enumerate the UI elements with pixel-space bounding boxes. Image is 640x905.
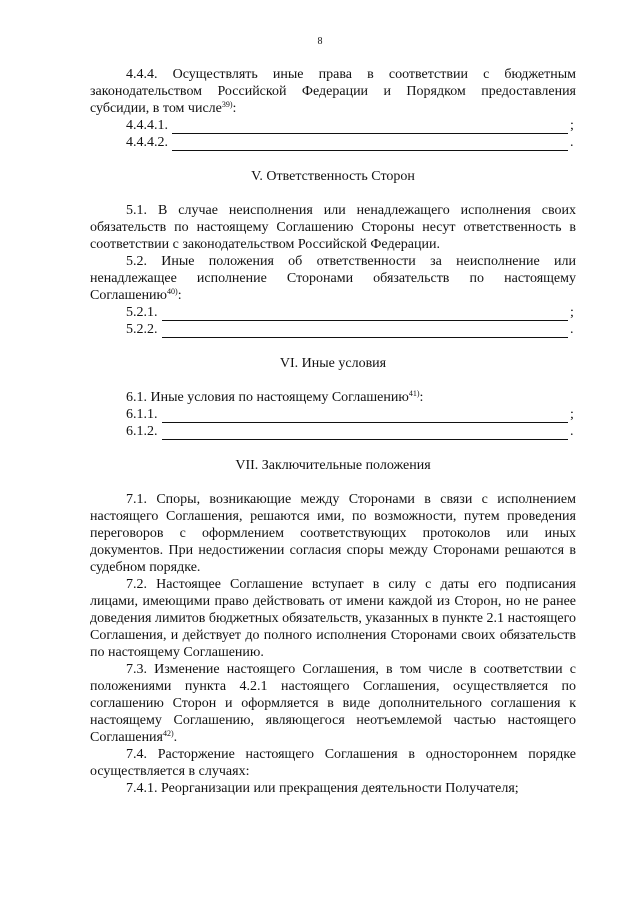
blank-line-5-2-2 xyxy=(90,321,576,338)
clause-7-1: 7.1. Споры, возникающие между Сторонами в связи с исполнением настоящего Соглашения, решаются ими, по возможности, путем проведения переговоров с оформлением соответствующих протоколов или иных документов. При недостижении согласия споры между Сторонами решаются в судебном порядке. xyxy=(90,492,576,575)
blank-punct: ; xyxy=(570,118,574,133)
section-title-7: VII. Заключительные положения xyxy=(235,458,431,473)
blank-number: 6.1.1. xyxy=(126,407,158,422)
blank-number: 4.4.4.1. xyxy=(126,118,168,133)
clause-7-3 xyxy=(90,661,576,746)
clause-punct: . xyxy=(173,730,178,745)
blank-underline xyxy=(162,427,569,440)
blank-line-6-1-1 xyxy=(90,406,576,423)
blank-line-4-4-4-2 xyxy=(90,134,576,151)
blank-underline xyxy=(172,138,568,151)
clause-punct: : xyxy=(419,390,424,405)
clause-7-2: 7.2. Настоящее Соглашение вступает в силу с даты его подписания лицами, имеющими право действовать от имени каждой из Сторон, но не ранее доведения лимитов бюджетных обязательств, указанных в пункте 2.1 настоящего Соглашения, и действует до полного исполнения Сторонами своих обязательств по настоящему Соглашению. xyxy=(90,577,576,660)
blank-number: 6.1.2. xyxy=(126,424,158,439)
blank-underline xyxy=(162,410,569,423)
section-title-5: V. Ответственность Сторон xyxy=(251,169,415,184)
clause-punct: : xyxy=(177,288,182,303)
blank-line-5-2-1 xyxy=(90,304,576,321)
blank-line-4-4-4-1 xyxy=(90,117,576,134)
blank-punct: . xyxy=(570,424,574,439)
footnote-ref: 41) xyxy=(408,389,420,398)
blank-number: 4.4.4.2. xyxy=(126,135,168,150)
blank-line-6-1-2 xyxy=(90,423,576,440)
document-body xyxy=(90,66,576,797)
blank-underline xyxy=(162,308,569,321)
blank-underline xyxy=(172,121,568,134)
blank-underline xyxy=(162,325,569,338)
clause-text: 7.3. Изменение настоящего Соглашения, в том числе в соответствии с положениями пункта 4.2.1 настоящего Соглашения, осуществляется по соглашению Сторон и оформляется в виде дополнительного соглашения к настоящему Соглашению, являющегося неотъемлемой частью настоящего Соглашения xyxy=(90,662,576,745)
clause-5-1: 5.1. В случае неисполнения или ненадлежащего исполнения своих обязательств по настоящему Соглашению Стороны несут ответственность в соответствии с законодательством Российской Федерации. xyxy=(90,203,576,252)
clause-7-4-1: 7.4.1. Реорганизации или прекращения деятельности Получателя; xyxy=(126,781,519,796)
blank-punct: ; xyxy=(570,305,574,320)
footnote-ref: 39) xyxy=(221,100,233,109)
clause-text: 5.2. Иные положения об ответственности за неисполнение или ненадлежащее исполнение Сторонами обязательств по настоящему Соглашению xyxy=(90,254,576,303)
blank-number: 5.2.1. xyxy=(126,305,158,320)
clause-7-4: 7.4. Расторжение настоящего Соглашения в одностороннем порядке осуществляется в случаях: xyxy=(90,747,576,779)
blank-number: 5.2.2. xyxy=(126,322,158,337)
blank-punct: ; xyxy=(570,407,574,422)
footnote-ref: 42) xyxy=(163,729,174,738)
clause-text: 4.4.4. Осуществлять иные права в соответствии с бюджетным законодательством Российской Федерации и Порядком предоставления субсидии, в том числе xyxy=(90,67,576,116)
clause-4-4-4 xyxy=(90,66,576,117)
clause-punct: : xyxy=(232,101,237,116)
page-number: 8 xyxy=(317,36,323,47)
clause-5-2 xyxy=(90,253,576,304)
blank-punct: . xyxy=(570,135,574,150)
section-title-6: VI. Иные условия xyxy=(279,356,387,371)
footnote-ref: 40) xyxy=(167,287,178,296)
clause-text: 6.1. Иные условия по настоящему Соглашению xyxy=(126,390,409,405)
blank-punct: . xyxy=(570,322,574,337)
clause-6-1 xyxy=(90,389,576,406)
